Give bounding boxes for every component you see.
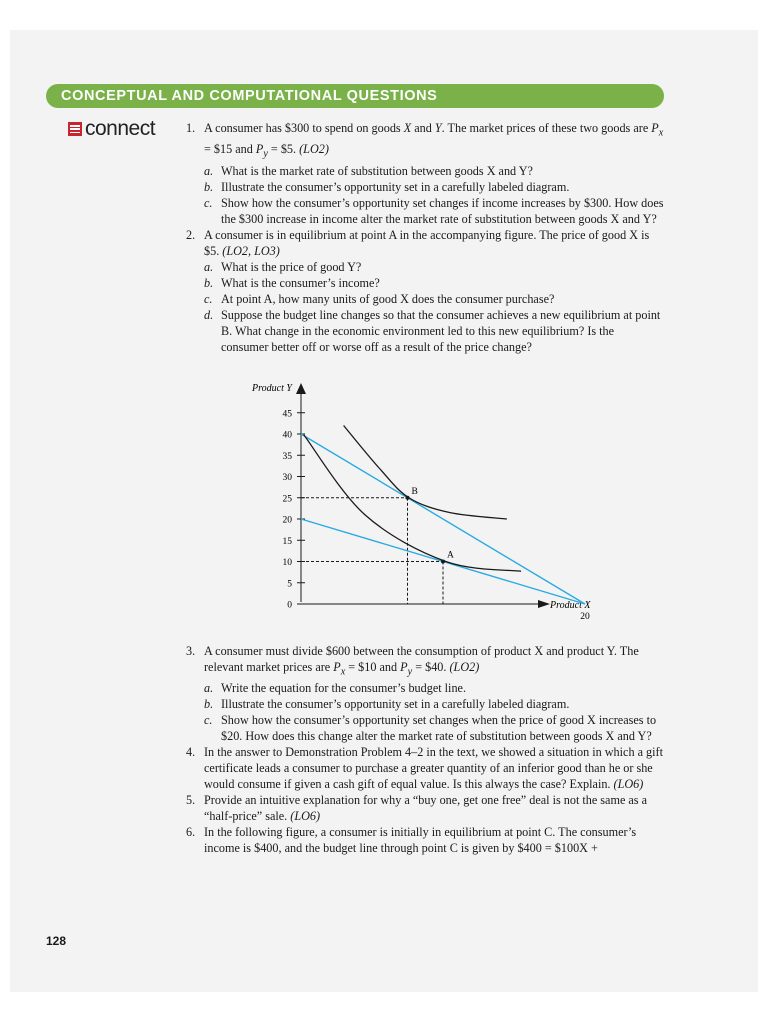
question-3b: b. Illustrate the consumer’s opportunity set in a carefully labeled diagram. bbox=[204, 697, 570, 712]
section-banner bbox=[46, 84, 664, 108]
question-6: 6. In the following figure, a consumer is initially in equilibrium at point C. The consumer’s income is $400, and the budget line through point C is given by $400 = $100X + bbox=[186, 825, 637, 856]
connect-logo-text: connect bbox=[85, 117, 156, 140]
question-3: 3. A consumer must divide $600 between the consumption of product X and product Y. The relevant market prices are $P_x$ = $10 and $P_y$ = $40. (LO2) a. Write the equation for the consumer’s budget line. b. Illustrate the consumer’s opportunity set in a carefully labeled diagram. c. Show how the consumer’s opportunity set changes when the price of good X increases to $20. How does this change alter the market rate of substitution between goods X and Y? bbox=[186, 643, 664, 744]
x-axis-arrow-icon bbox=[538, 600, 550, 608]
question-1: 1. A consumer has $300 to spend on goods X and Y. The market prices of these two goods are $P_x$ = $15 and $P_y$ = $5. (LO2) a. What is the market rate of substitution between goods X and Y? b. Illustrate the consumer’s opportunity set in a carefully labeled diagram. c. Show how the consumer’s opportunity set changes if income increases by $300. How does the $300 increase in income alter the market rate of substitution between goods X and Y? bbox=[186, 121, 664, 226]
x-axis-label: Product X bbox=[550, 600, 591, 611]
question-3c: c. Show how the consumer’s opportunity set changes when the price of good X increases to $20. How does this change alter the market rate of substitution between goods X and Y? bbox=[204, 713, 657, 744]
y-axis-arrow-icon bbox=[296, 383, 306, 394]
y-tick-label: 15 bbox=[282, 536, 292, 547]
equilibrium-point-a bbox=[441, 560, 445, 564]
point-label-a: A bbox=[447, 550, 454, 561]
questions-bottom bbox=[186, 643, 664, 856]
question-1b: b. Illustrate the consumer’s opportunity set in a carefully labeled diagram. bbox=[204, 179, 570, 194]
question-5: 5. Provide an intuitive explanation for why a “buy one, get one free” deal is not the same as a “half-price” sale. (LO6) bbox=[186, 793, 648, 824]
equilibrium-point-b bbox=[406, 496, 410, 500]
indifference-curve-1 bbox=[344, 426, 507, 520]
question-1c: c. Show how the consumer’s opportunity set changes if income increases by $300. How does the $300 increase in income alter the market rate of substitution between goods X and Y? bbox=[204, 195, 664, 226]
y-tick-label: 20 bbox=[282, 515, 292, 526]
y-tick-label: 45 bbox=[282, 409, 292, 420]
point-label-b: B bbox=[411, 486, 418, 497]
y-tick-label: 35 bbox=[282, 451, 292, 462]
x-tick-label: 20 bbox=[580, 612, 590, 622]
consumer-equilibrium-chart bbox=[240, 374, 620, 624]
question-4: 4. In the answer to Demonstration Problem 4–2 in the text, we showed a situation in which a gift certificate leads a consumer to purchase a greater quantity of an inferior good than he or she would consume if given a cash gift of equal value. Is this always the case? Explain. (LO6) bbox=[186, 745, 663, 792]
y-tick-label: 10 bbox=[282, 558, 292, 568]
question-3a: a. Write the equation for the consumer’s budget line. bbox=[204, 681, 466, 696]
question-2c: c. At point A, how many units of good X does the consumer purchase? bbox=[204, 291, 555, 306]
section-title: CONCEPTUAL AND COMPUTATIONAL QUESTIONS bbox=[61, 88, 438, 104]
questions-top bbox=[186, 120, 664, 355]
question-1a: a. What is the market rate of substitution between goods X and Y? bbox=[204, 163, 533, 178]
connect-logo bbox=[68, 118, 155, 140]
y-tick-label: 5 bbox=[287, 579, 292, 590]
y-axis-label: Product Y bbox=[252, 383, 292, 394]
page-number: 128 bbox=[46, 934, 67, 948]
question-2: 2. A consumer is in equilibrium at point A in the accompanying figure. The price of good X is $5. (LO2, LO3) a. What is the price of good Y? b. What is the consumer’s income? c. At point A, how many units of good X does the consumer purchase? d. Suppose the budget line changes so that the consumer achieves a new equilibrium at point B. What change in the economic environment led to this new equilibrium? Is the consumer better off or worse off as a result of the price change? bbox=[186, 227, 664, 355]
y-tick-label: 30 bbox=[282, 473, 292, 483]
question-2d: d. Suppose the budget line changes so that the consumer achieves a new equilibrium at point B. What change in the economic environment led to this new equilibrium? Is the consumer better off or worse off as a result of the price change? bbox=[204, 307, 661, 354]
y-tick-label: 40 bbox=[282, 430, 292, 441]
y-tick-label: 0 bbox=[287, 600, 292, 611]
question-2b: b. What is the consumer’s income? bbox=[204, 275, 380, 290]
mcgraw-hill-logo-icon bbox=[68, 122, 82, 136]
question-2a: a. What is the price of good Y? bbox=[204, 259, 362, 274]
y-tick-label: 25 bbox=[282, 494, 292, 505]
